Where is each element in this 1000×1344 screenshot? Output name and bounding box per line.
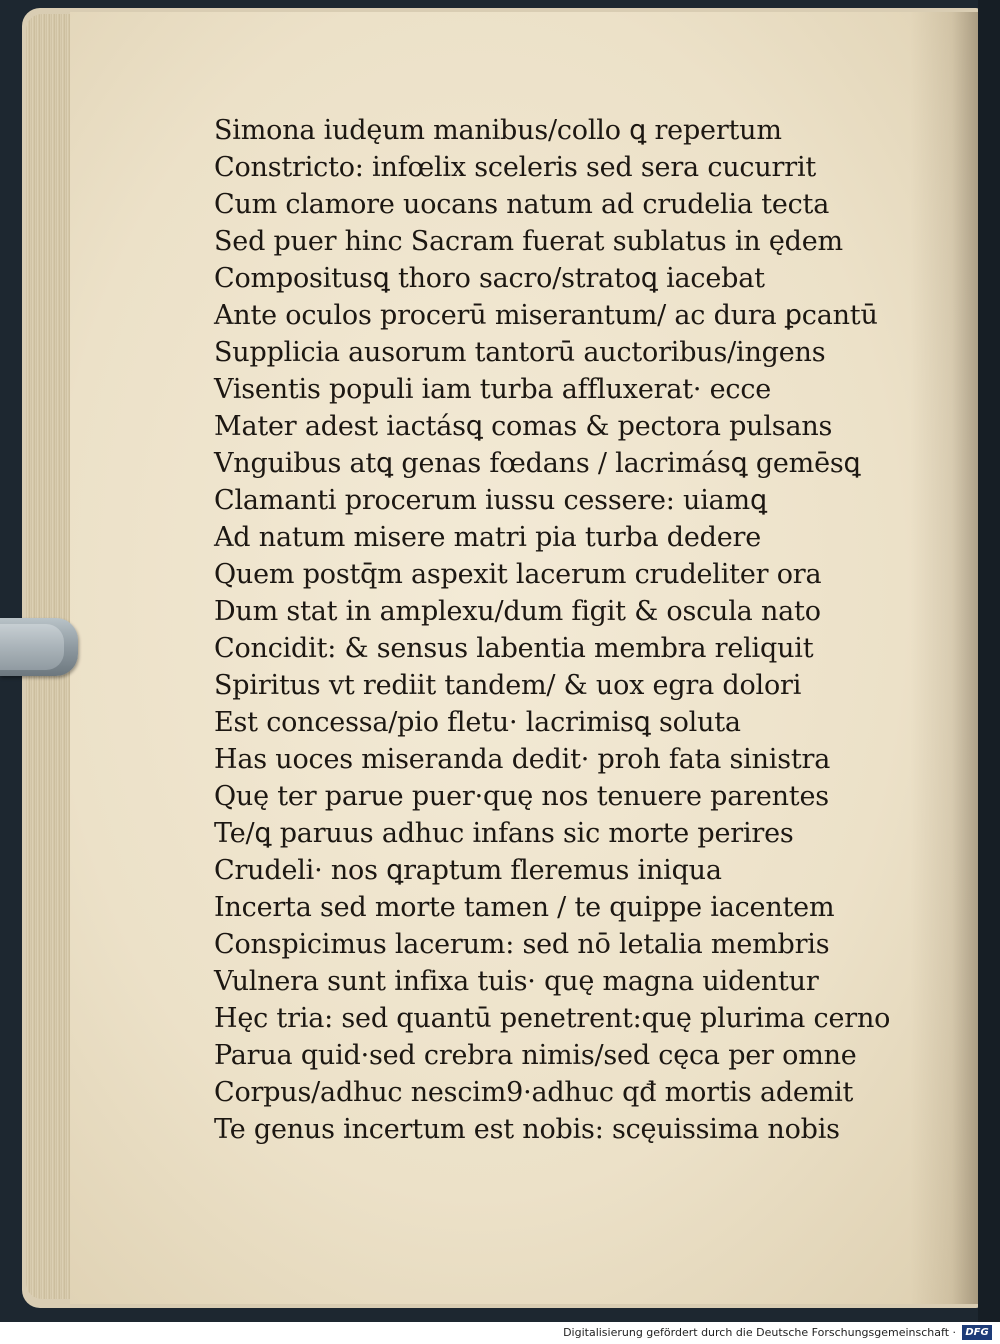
verse-line: Hęc tria: sed quantū penetrent:quę plurima cerno: [214, 1003, 891, 1034]
verse-line: Quem postq̄m aspexit lacerum crudeliter ora: [214, 559, 822, 590]
verse-line: Conspicimus lacerum: sed nō letalia membris: [214, 929, 830, 960]
verse-line: Cum clamore uocans natum ad crudelia tecta: [214, 189, 830, 220]
verse-line: Spiritus vt rediit tandem/ & uox egra dolori: [214, 670, 802, 701]
verse-text-block: [214, 112, 894, 1148]
verse-line: Te/ꝗ paruus adhuc infans sic morte perires: [214, 818, 794, 849]
verse-line: Ad natum misere matri pia turba dedere: [214, 522, 762, 553]
funding-credit: Digitalisierung gefördert durch die Deutsche Forschungsgemeinschaft ·: [563, 1326, 956, 1339]
verse-line: Simona iudęum manibus/collo ꝗ repertum: [214, 115, 782, 146]
verse-line: Ante oculos procerū miserantum/ ac dura ꝑcantū: [214, 300, 878, 331]
verse-line: Mater adest iactásꝗ comas & pectora pulsans: [214, 411, 833, 442]
gutter-shadow: [910, 12, 980, 1304]
dfg-logo: DFG: [962, 1325, 992, 1340]
verse-line: Clamanti procerum iussu cessere: uiamꝗ: [214, 485, 767, 516]
verse-line: Est concessa/pio fletu· lacrimisꝗ soluta: [214, 707, 741, 738]
verse-line: Has uoces miseranda dedit· proh fata sinistra: [214, 744, 831, 775]
right-binding-edge: [978, 0, 1000, 1322]
verse-line: Sed puer hinc Sacram fuerat sublatus in ędem: [214, 226, 843, 257]
verse-line: Quę ter parue puer·quę nos tenuere parentes: [214, 781, 829, 812]
verse-line: Corpus/adhuc nescim9·adhuc qđ mortis ademit: [214, 1077, 854, 1108]
verse-line: Vulnera sunt infixa tuis· quę magna uidentur: [214, 966, 819, 997]
verse-line: Incerta sed morte tamen / te quippe iacentem: [214, 892, 835, 923]
verse-line: Te genus incertum est nobis: scęuissima nobis: [214, 1114, 840, 1145]
verse-line: Visentis populi iam turba affluxerat· ecce: [214, 374, 772, 405]
verse-line: Parua quid·sed crebra nimis/sed cęca per omne: [214, 1040, 857, 1071]
verse-line: Compositusꝗ thoro sacro/stratoꝗ iacebat: [214, 263, 765, 294]
verse-line: Crudeli· nos ꝗraptum fleremus iniqua: [214, 855, 722, 886]
verse-line: Concidit: & sensus labentia membra reliquit: [214, 633, 814, 664]
verse-line: Vnguibus atꝗ genas fœdans / lacrimásꝗ gemēsꝗ: [214, 448, 861, 479]
verse-line: Dum stat in amplexu/dum figit & oscula nato: [214, 596, 821, 627]
verse-line: Constricto: infœlix sceleris sed sera cucurrit: [214, 152, 817, 183]
verse-line: Supplicia ausorum tantorū auctoribus/ingens: [214, 337, 826, 368]
page-clip-highlight: [0, 624, 64, 670]
